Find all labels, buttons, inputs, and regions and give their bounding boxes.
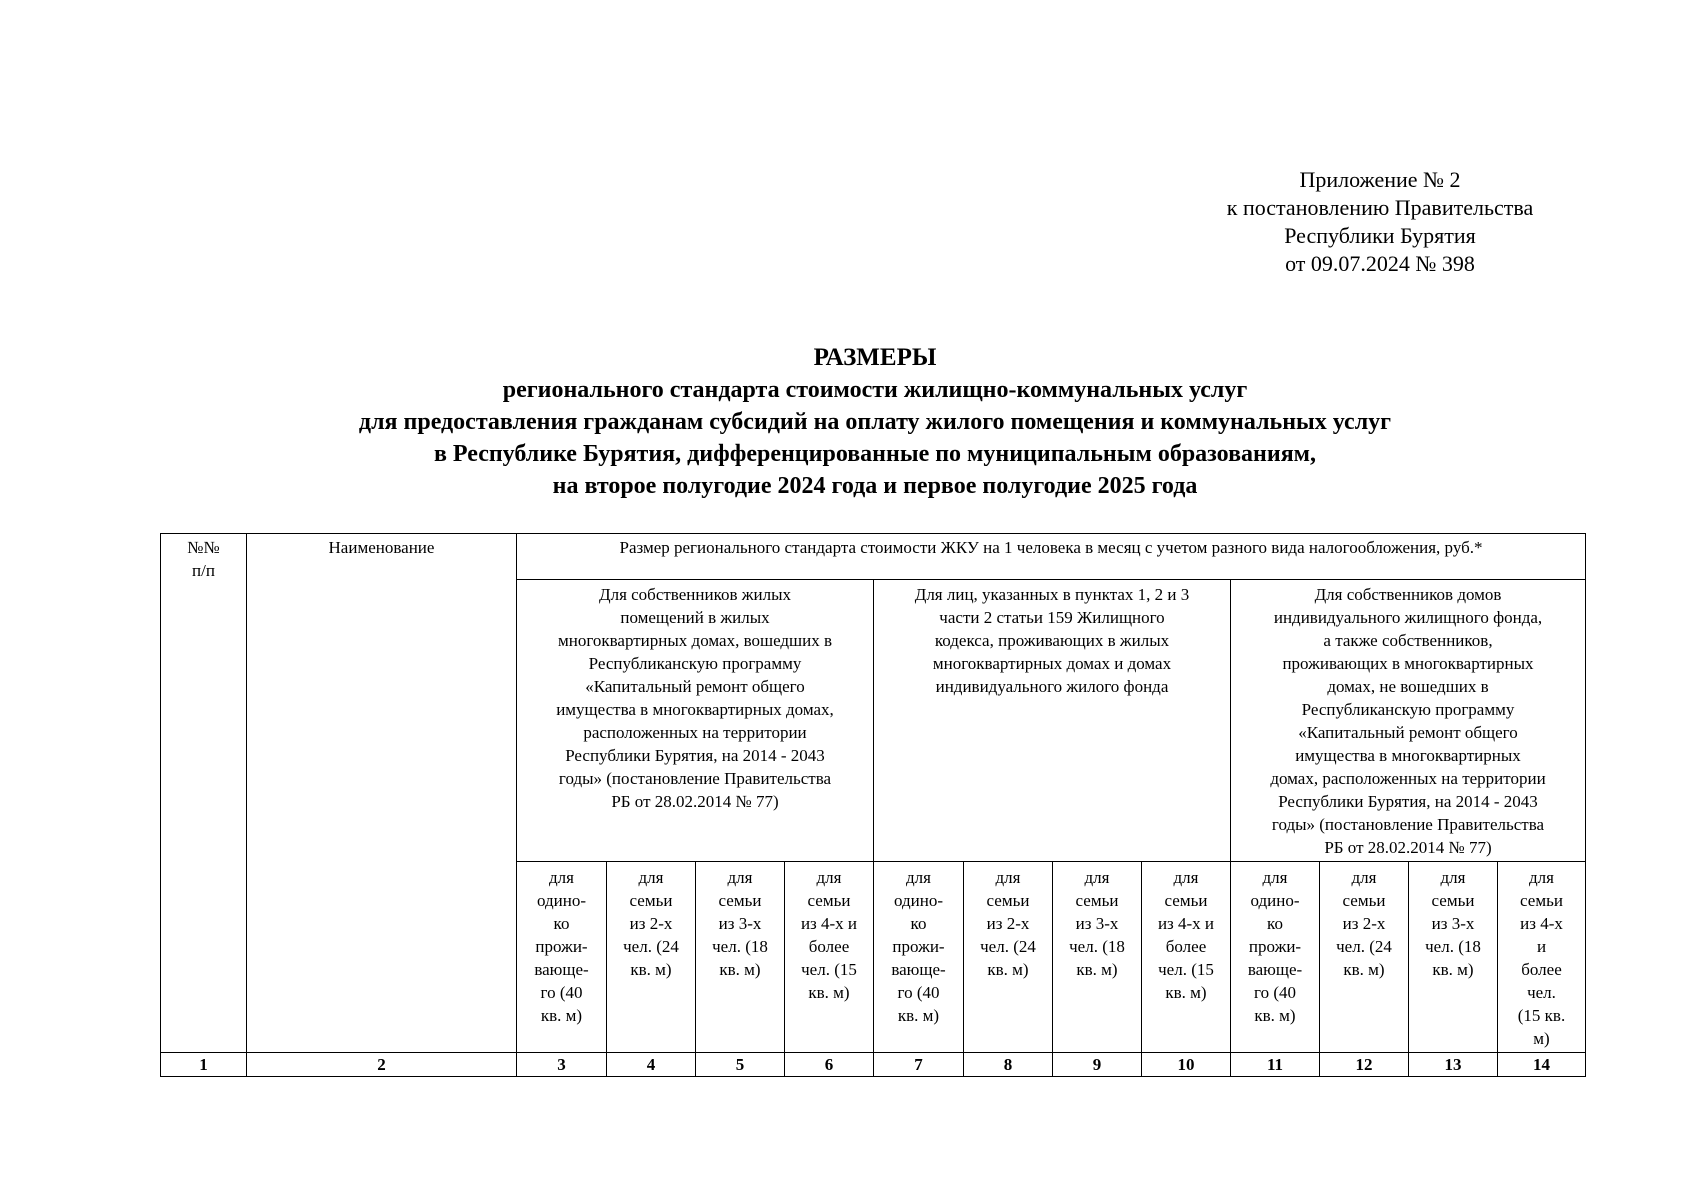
appendix-line: Республики Бурятия [1284,223,1476,248]
column-header-line: для [1351,868,1377,887]
column-header-line: кв. м) [1254,1006,1296,1025]
subgroup-header [517,580,874,862]
column-header [1409,862,1498,1053]
column-header-line: для [906,868,931,887]
column-number: 7 [874,1053,964,1077]
column-header-line: более [1165,937,1207,956]
column-header-line: чел. (24 [1336,937,1392,956]
title-line: регионального стандарта стоимости жилищно-коммунальных услуг [502,377,1248,403]
column-header-line: для [1262,868,1288,887]
title-line: для предоставления гражданам субсидий на оплату жилого помещения и коммунальных услуг [358,409,1392,435]
column-header-line: го (40 [897,983,940,1002]
column-header-line: кв. м) [1076,960,1118,979]
column-header [1142,862,1231,1053]
column-header [874,862,964,1053]
appendix-line: от 09.07.2024 № 398 [1285,251,1475,276]
column-header-line: прожи- [892,937,945,956]
subgroup-line: РБ от 28.02.2014 № 77) [1324,838,1492,857]
column-header-line: из 3-х [718,914,762,933]
column-header-line: чел. (15 [1158,960,1214,979]
column-header-line: семьи [1342,891,1386,910]
appendix-line: Приложение № 2 [1299,167,1461,192]
column-header-line: кв. м) [1343,960,1385,979]
column-header-line: чел. (15 [801,960,857,979]
subgroup-line: Республики Бурятия, на 2014 - 2043 [1278,792,1538,811]
column-header-line: чел. [1527,983,1556,1002]
column-header-line: из 3-х [1431,914,1475,933]
subgroup-header [1231,580,1586,862]
column-header-line: вающе- [1247,960,1303,979]
column-header-line: го (40 [540,983,583,1002]
subgroup-line: РБ от 28.02.2014 № 77) [611,792,779,811]
column-number: 8 [964,1053,1053,1077]
subgroup-line: индивидуального жилого фонда [935,677,1169,696]
subgroup-line: «Капитальный ремонт общего [585,677,805,696]
column-header-line: и [1536,937,1547,956]
standards-table [160,533,1586,1077]
column-header-line: более [1521,960,1562,979]
column-header-line: вающе- [891,960,946,979]
title-main: РАЗМЕРЫ [813,344,937,371]
column-header-line: одино- [536,891,587,910]
header-name: Наименование [247,534,517,1053]
subgroup-line: помещений в жилых [620,608,770,627]
column-header-line: кв. м) [1432,960,1474,979]
subgroup-line: многоквартирных домах, вошедших в [557,631,833,650]
header-number [161,534,247,1053]
subgroup-line: расположенных на территории [583,723,807,742]
column-header-line: из 4-х и [1157,914,1215,933]
column-header-line: м) [1533,1029,1550,1048]
column-header-line: го (40 [1254,983,1296,1002]
column-header-line: чел. (24 [980,937,1036,956]
column-header [607,862,696,1053]
column-header-line: кв. м) [630,960,672,979]
subgroup-line: домах, не вошедших в [1327,677,1489,696]
column-number: 1 [161,1053,247,1077]
appendix-line: к постановлению Правительства [1226,195,1534,220]
subgroup-line: а также собственников, [1323,631,1493,650]
title-line: на второе полугодие 2024 года и первое полугодие 2025 года [552,473,1198,499]
subgroup-line: проживающих в многоквартирных [1282,654,1534,673]
column-header-line: семьи [807,891,851,910]
column-header-line: для [638,868,664,887]
column-header-line: для [549,868,574,887]
column-header-line: семьи [1075,891,1119,910]
column-number: 10 [1142,1053,1231,1077]
column-header-line: чел. (18 [1069,937,1125,956]
subgroup-header [874,580,1231,862]
column-header-line: для [816,868,842,887]
column-header-line: кв. м) [1165,983,1207,1002]
column-header [1320,862,1409,1053]
column-header-line: чел. (18 [712,937,768,956]
column-header-line: кв. м) [987,960,1029,979]
subgroup-line: имущества в многоквартирных [1295,746,1521,765]
subgroup-line: кодекса, проживающих в жилых [934,631,1170,650]
subgroup-line: Республиканскую программу [1301,700,1515,719]
column-number: 11 [1231,1053,1320,1077]
column-number: 14 [1498,1053,1586,1077]
appendix-header [1170,166,1590,278]
column-header-line: кв. м) [897,1006,940,1025]
column-header-line: из 2-х [1342,914,1386,933]
column-header-line: для [727,868,753,887]
column-header [1498,862,1586,1053]
column-header-line: семьи [1520,891,1563,910]
subgroup-line: имущества в многоквартирных домах, [556,700,834,719]
subgroup-line: Республиканскую программу [588,654,802,673]
column-header-line: из 4-х [1520,914,1563,933]
subgroup-line: индивидуального жилищного фонда, [1273,608,1543,627]
column-number: 9 [1053,1053,1142,1077]
column-header-line: одино- [893,891,944,910]
subgroup-line: части 2 статьи 159 Жилищного [939,608,1165,627]
column-number: 12 [1320,1053,1409,1077]
column-header-line: семьи [718,891,762,910]
column-number: 5 [696,1053,785,1077]
column-header-line: из 2-х [986,914,1030,933]
column-number: 4 [607,1053,696,1077]
column-header-line: кв. м) [719,960,761,979]
column-header-line: прожи- [1248,937,1302,956]
column-header [1053,862,1142,1053]
column-header-line: кв. м) [808,983,850,1002]
column-header-line: из 3-х [1075,914,1119,933]
column-header-line: ко [910,914,927,933]
subgroup-line: Для лиц, указанных в пунктах 1, 2 и 3 [914,585,1190,604]
header-number-line: п/п [192,561,215,580]
subgroup-line: Республики Бурятия, на 2014 - 2043 [565,746,825,765]
column-header-line: из 4-х и [800,914,858,933]
column-header-line: более [808,937,850,956]
column-header-line: для [1440,868,1466,887]
subgroup-line: домах, расположенных на территории [1270,769,1546,788]
subgroup-line: «Капитальный ремонт общего [1298,723,1518,742]
column-header-line: семьи [1431,891,1475,910]
column-header-line: семьи [1164,891,1208,910]
document-title [160,342,1590,502]
header-group: Размер регионального стандарта стоимости ЖКУ на 1 человека в месяц с учетом разного вида налогообложения, руб.* [517,534,1586,580]
column-header [696,862,785,1053]
subgroup-line: годы» (постановление Правительства [1271,815,1545,834]
subgroup-line: Для собственников жилых [598,585,791,604]
column-number: 3 [517,1053,607,1077]
column-header-line: ко [1267,914,1283,933]
column-number: 6 [785,1053,874,1077]
header-number-line: №№ [187,538,220,557]
column-header-line: кв. м) [540,1006,583,1025]
column-header-line: одино- [1250,891,1300,910]
title-line: в Республике Бурятия, дифференцированные по муниципальным образованиям, [433,441,1317,467]
column-header-line: для [1529,868,1554,887]
column-header-line: для [1084,868,1110,887]
column-header [964,862,1053,1053]
column-header-line: ко [553,914,570,933]
column-header-line: вающе- [534,960,589,979]
column-header-line: для [995,868,1021,887]
column-header-line: семьи [629,891,673,910]
subgroup-line: многоквартирных домах и домах [932,654,1172,673]
column-header-line: семьи [986,891,1030,910]
subgroup-line: Для собственников домов [1314,585,1502,604]
column-header-line: чел. (18 [1425,937,1481,956]
column-header-line: из 2-х [629,914,673,933]
subgroup-line: годы» (постановление Правительства [558,769,832,788]
column-number: 2 [247,1053,517,1077]
column-header-line: чел. (24 [623,937,679,956]
column-header-line: прожи- [535,937,588,956]
column-header [1231,862,1320,1053]
column-header-line: (15 кв. [1517,1006,1566,1025]
column-header [517,862,607,1053]
column-number: 13 [1409,1053,1498,1077]
column-header-line: для [1173,868,1199,887]
column-header [785,862,874,1053]
